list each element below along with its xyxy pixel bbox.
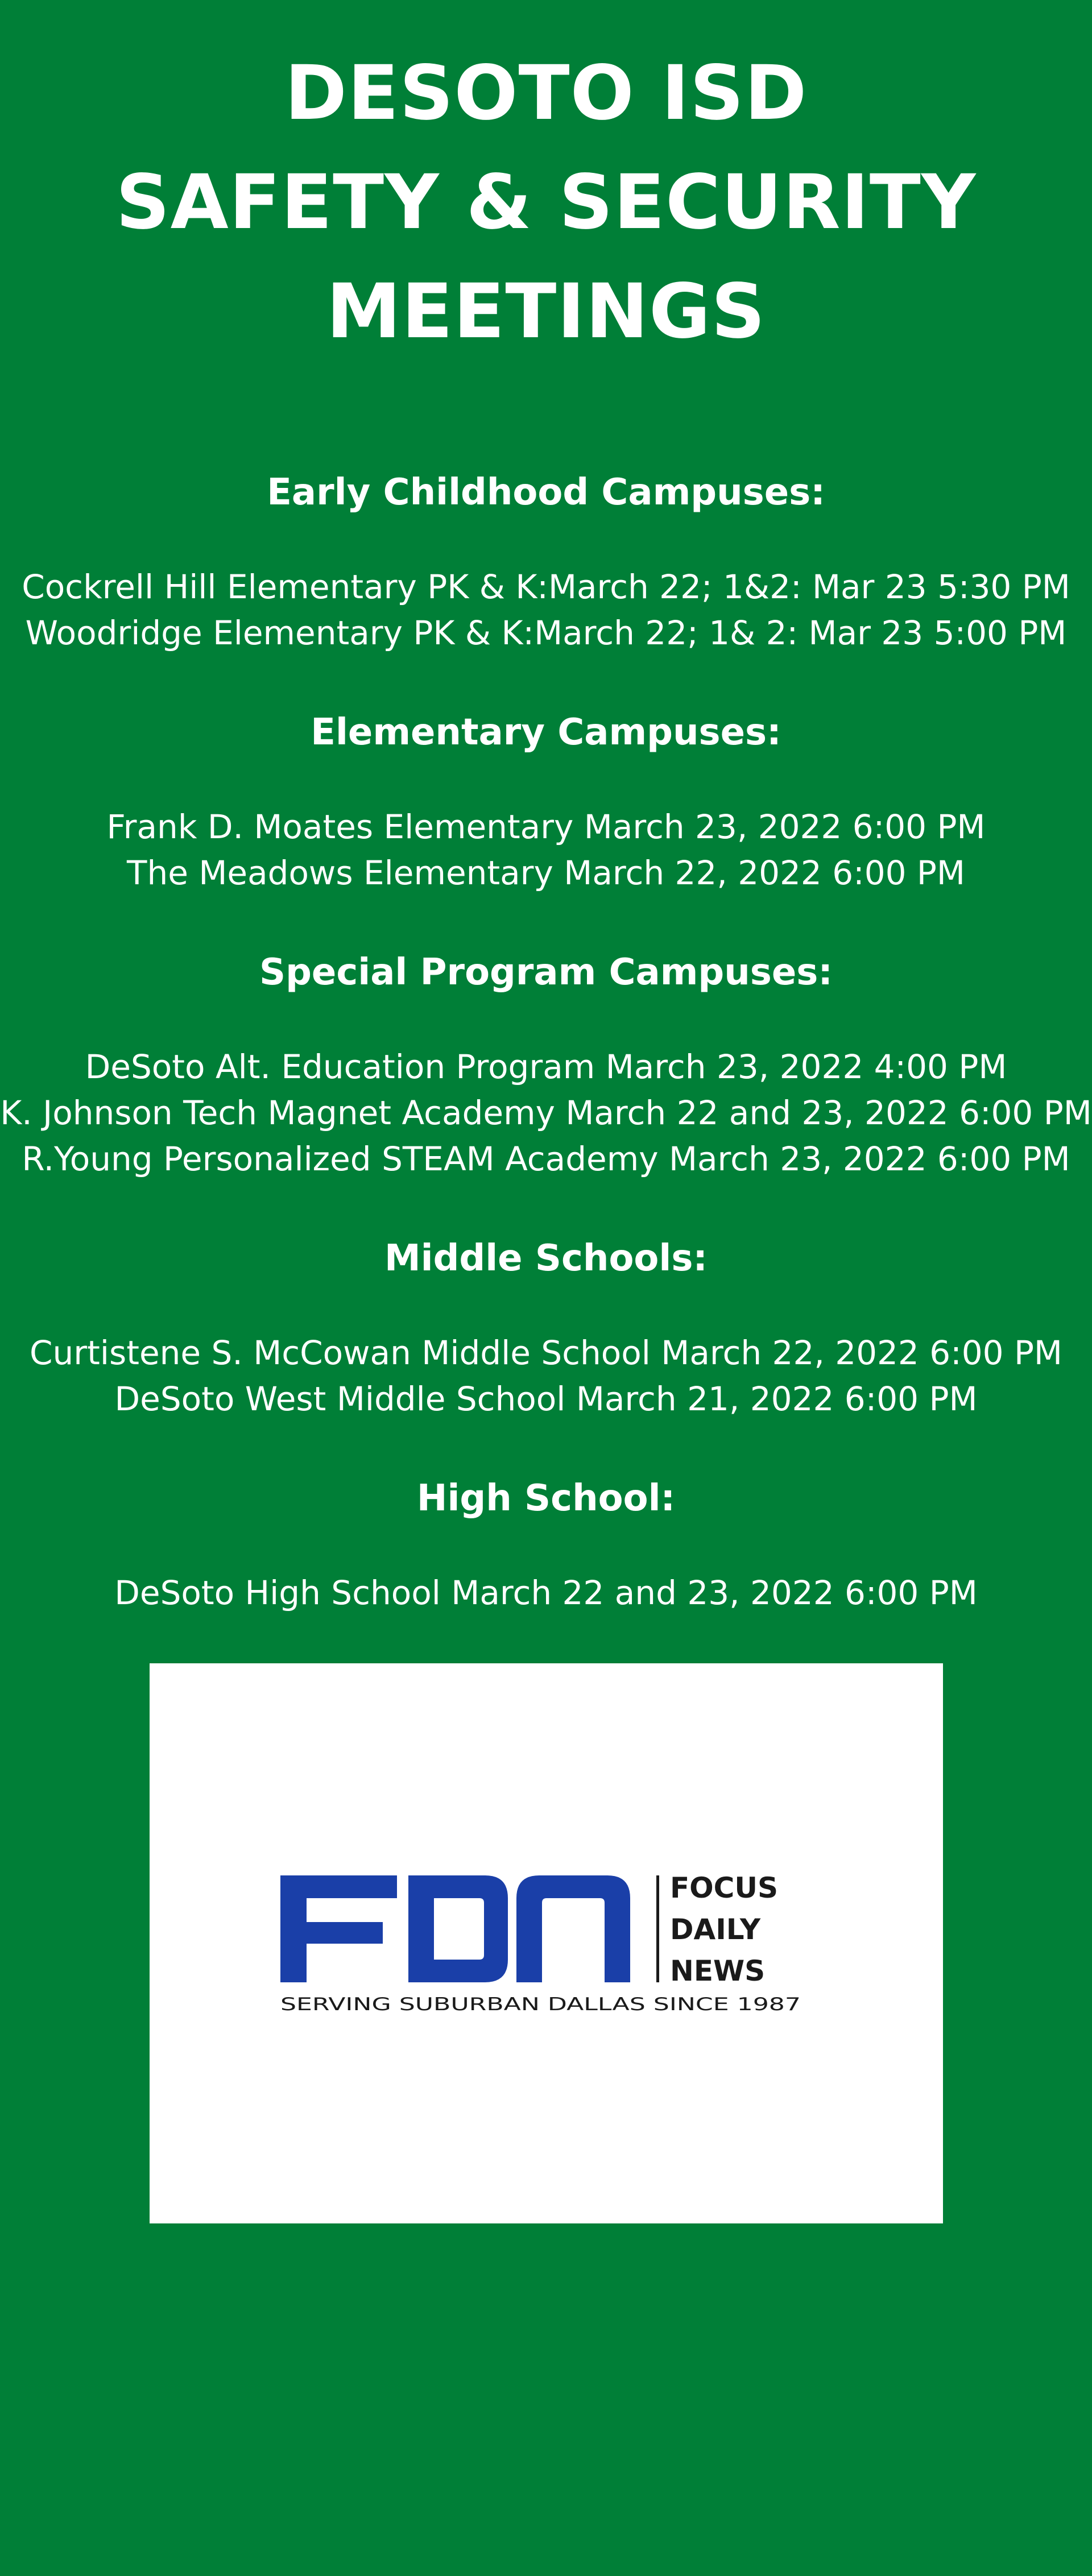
section-middle-schools bbox=[0, 1236, 1092, 1422]
section-heading: Early Childhood Campuses: bbox=[267, 471, 825, 513]
entry-list bbox=[0, 564, 1092, 656]
section-heading: Middle Schools: bbox=[384, 1237, 708, 1279]
section-heading: Elementary Campuses: bbox=[311, 711, 781, 753]
logo-letter-f bbox=[280, 1875, 397, 1982]
logo-tagline: SERVING SUBURBAN DALLAS SINCE 1987 bbox=[280, 1994, 801, 2015]
logo-divider bbox=[656, 1875, 659, 1982]
title-line-1: DESOTO ISD bbox=[284, 49, 808, 137]
title-line-2: SAFETY & SECURITY bbox=[115, 159, 977, 246]
entry-list bbox=[0, 1044, 1092, 1182]
meeting-schedule bbox=[0, 470, 1092, 1616]
meeting-entry: Frank D. Moates Elementary March 23, 2022 6:00 PM bbox=[106, 807, 986, 846]
section-elementary bbox=[0, 710, 1092, 896]
meeting-entry: Cockrell Hill Elementary PK & K:March 22; 1&2: Mar 23 5:30 PM bbox=[22, 568, 1070, 606]
meeting-entry: R.Young Personalized STEAM Academy March 23, 2022 6:00 PM bbox=[22, 1140, 1070, 1178]
meeting-entry: DeSoto Alt. Education Program March 23, 2022 4:00 PM bbox=[85, 1047, 1007, 1086]
title-line-3: MEETINGS bbox=[326, 268, 766, 355]
focus-daily-news-logo bbox=[150, 1663, 943, 2223]
meeting-entry: DeSoto West Middle School March 21, 2022 6:00 PM bbox=[114, 1380, 978, 1418]
section-early-childhood bbox=[0, 470, 1092, 656]
meeting-entry: Woodridge Elementary PK & K:March 22; 1& 2: Mar 23 5:00 PM bbox=[25, 614, 1067, 652]
logo-name-line-2: DAILY bbox=[670, 1913, 761, 1946]
entry-list bbox=[0, 804, 1092, 896]
page-title bbox=[0, 39, 1092, 366]
meeting-entry: DeSoto High School March 22 and 23, 2022 6:00 PM bbox=[114, 1573, 978, 1612]
section-heading: High School: bbox=[416, 1477, 676, 1519]
meeting-entry: K. Johnson Tech Magnet Academy March 22 and 23, 2022 6:00 PM bbox=[0, 1094, 1092, 1132]
logo-letter-d bbox=[408, 1875, 508, 1982]
logo-panel bbox=[150, 1663, 943, 2223]
logo-name-line-3: NEWS bbox=[670, 1954, 766, 1987]
section-heading: Special Program Campuses: bbox=[259, 951, 833, 993]
entry-list bbox=[0, 1330, 1092, 1422]
logo-name-line-1: FOCUS bbox=[670, 1871, 778, 1904]
section-high-school bbox=[0, 1476, 1092, 1616]
entry-list bbox=[0, 1570, 1092, 1616]
meeting-entry: Curtistene S. McCowan Middle School March 22, 2022 6:00 PM bbox=[30, 1333, 1062, 1372]
meeting-entry: The Meadows Elementary March 22, 2022 6:00 PM bbox=[127, 854, 965, 892]
section-special-program bbox=[0, 950, 1092, 1182]
logo-letter-n bbox=[516, 1875, 630, 1982]
